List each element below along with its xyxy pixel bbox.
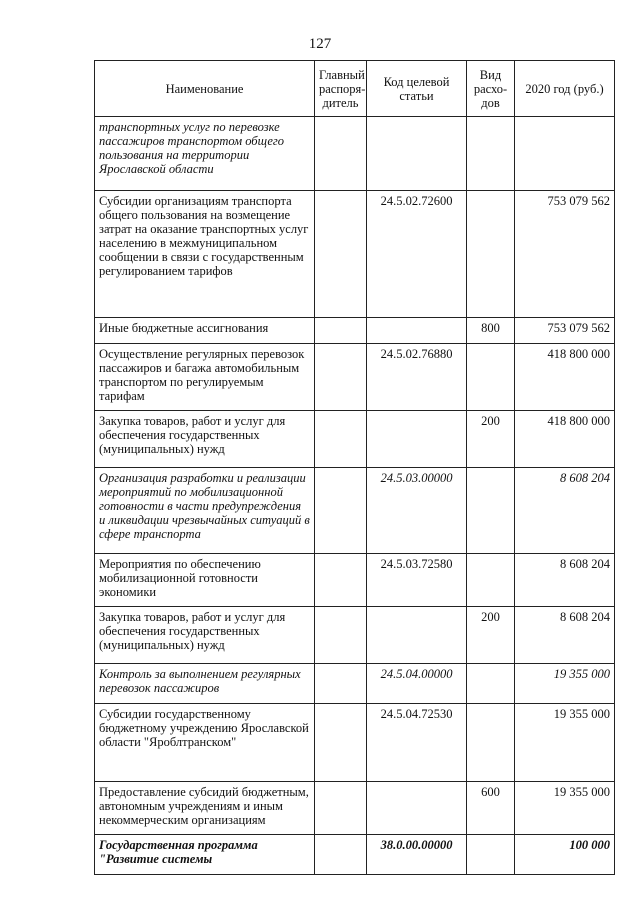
cell-vid: 600 [467, 782, 515, 835]
cell-amount: 8 608 204 [515, 607, 615, 664]
table-row [95, 344, 615, 411]
cell-amount: 8 608 204 [515, 468, 615, 554]
table-row [95, 191, 615, 318]
cell-code: 38.0.00.00000 [367, 835, 467, 875]
cell-amount: 753 079 562 [515, 318, 615, 344]
table-body [95, 117, 615, 875]
table-row [95, 318, 615, 344]
cell-vid [467, 554, 515, 607]
cell-code: 24.5.04.00000 [367, 664, 467, 704]
cell-amount: 19 355 000 [515, 782, 615, 835]
cell-code [367, 318, 467, 344]
table-row [95, 468, 615, 554]
cell-name: Иные бюджетные ассигнования [95, 318, 315, 344]
cell-vid: 800 [467, 318, 515, 344]
header-name: Наименование [95, 61, 315, 117]
cell-grp [315, 554, 367, 607]
cell-name: Субсидии государственному бюджетному учреждению Ярославской области "Яроблтранском" [95, 704, 315, 782]
cell-grp [315, 411, 367, 468]
cell-code: 24.5.02.72600 [367, 191, 467, 318]
cell-code: 24.5.03.72580 [367, 554, 467, 607]
cell-amount: 418 800 000 [515, 411, 615, 468]
cell-vid: 200 [467, 411, 515, 468]
page-number: 127 [308, 36, 332, 52]
cell-amount: 753 079 562 [515, 191, 615, 318]
cell-grp [315, 344, 367, 411]
cell-grp [315, 117, 367, 191]
header-amount: 2020 год (руб.) [515, 61, 615, 117]
table-row [95, 554, 615, 607]
cell-vid [467, 704, 515, 782]
header-code: Код целевой статьи [367, 61, 467, 117]
cell-grp [315, 782, 367, 835]
table-row [95, 704, 615, 782]
cell-amount: 19 355 000 [515, 664, 615, 704]
budget-table [94, 60, 615, 875]
cell-vid: 200 [467, 607, 515, 664]
table-row [95, 411, 615, 468]
cell-name: транспортных услуг по перевозке пассажиров транспортом общего пользования на территории Ярославской области [95, 117, 315, 191]
table-row [95, 835, 615, 875]
cell-vid [467, 468, 515, 554]
cell-code [367, 782, 467, 835]
header-vid: Вид расхо-дов [467, 61, 515, 117]
cell-name: Закупка товаров, работ и услуг для обеспечения государственных (муниципальных) нужд [95, 411, 315, 468]
header-row [95, 61, 615, 117]
cell-code [367, 117, 467, 191]
cell-amount: 100 000 [515, 835, 615, 875]
cell-grp [315, 318, 367, 344]
table-row [95, 782, 615, 835]
cell-vid [467, 664, 515, 704]
header-grp: Главный распоря-дитель [315, 61, 367, 117]
cell-name: Предоставление субсидий бюджетным, автономным учреждениям и иным некоммерческим организациям [95, 782, 315, 835]
cell-vid [467, 344, 515, 411]
cell-name: Закупка товаров, работ и услуг для обеспечения государственных (муниципальных) нужд [95, 607, 315, 664]
cell-name: Осуществление регулярных перевозок пассажиров и багажа автомобильным транспортом по регулируемым тарифам [95, 344, 315, 411]
cell-name: Организация разработки и реализации мероприятий по мобилизационной готовности в части предупреждения и ликвидации чрезвычайных ситуаций в сфере транспорта [95, 468, 315, 554]
cell-name: Контроль за выполнением регулярных перевозок пассажиров [95, 664, 315, 704]
cell-code: 24.5.02.76880 [367, 344, 467, 411]
cell-name: Субсидии организациям транспорта общего пользования на возмещение затрат на оказание транспортных услуг населению в межмуниципальном сообщении в связи с государственным регулированием тарифов [95, 191, 315, 318]
cell-amount: 19 355 000 [515, 704, 615, 782]
cell-grp [315, 835, 367, 875]
cell-vid [467, 191, 515, 318]
cell-code [367, 607, 467, 664]
cell-code: 24.5.03.00000 [367, 468, 467, 554]
cell-grp [315, 664, 367, 704]
cell-amount: 8 608 204 [515, 554, 615, 607]
table-row [95, 607, 615, 664]
table-row [95, 117, 615, 191]
cell-vid [467, 117, 515, 191]
cell-name: Мероприятия по обеспечению мобилизационной готовности экономики [95, 554, 315, 607]
cell-code [367, 411, 467, 468]
cell-amount: 418 800 000 [515, 344, 615, 411]
table-row [95, 664, 615, 704]
cell-name: Государственная программа "Развитие системы [95, 835, 315, 875]
cell-grp [315, 607, 367, 664]
cell-grp [315, 704, 367, 782]
cell-grp [315, 191, 367, 318]
cell-vid [467, 835, 515, 875]
cell-grp [315, 468, 367, 554]
cell-amount [515, 117, 615, 191]
cell-code: 24.5.04.72530 [367, 704, 467, 782]
